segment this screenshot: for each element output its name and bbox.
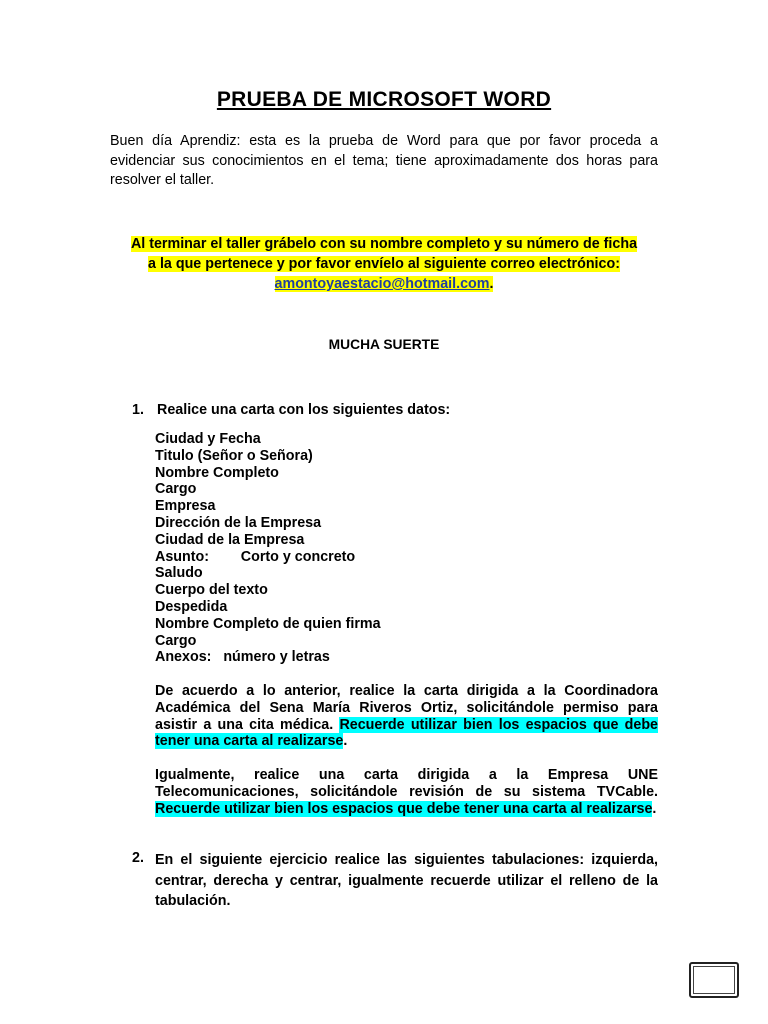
item-1-text: Realice una carta con los siguientes datos:	[157, 402, 451, 418]
email-suffix: .	[489, 276, 494, 292]
list-item: Ciudad de la Empresa	[155, 531, 305, 548]
letter-fields-list	[155, 431, 381, 666]
letter-1-instructions	[155, 683, 658, 750]
list-item: Titulo (Señor o Señora)	[155, 447, 313, 464]
good-luck-heading: MUCHA SUERTE	[328, 337, 440, 352]
letter-2-reminder: Recuerde utilizar bien los espacios que debe tener una carta al realizarse	[155, 800, 653, 817]
letter-1-reminder: Recuerde utilizar bien los espacios que debe tener una carta al realizarse	[155, 716, 659, 750]
letter-2-end: .	[652, 800, 657, 817]
list-item: Asunto: Corto y concreto	[155, 548, 356, 565]
page-title: PRUEBA DE MICROSOFT WORD	[216, 88, 552, 111]
list-item: Anexos: número y letras	[155, 649, 330, 666]
item-2-text: En el siguiente ejercicio realice las siguientes tabulaciones: izquierda, centrar, derecha y centrar, igualmente recuerde utilizar el relleno de la tabulación.	[155, 852, 658, 909]
list-item: Despedida	[155, 598, 228, 615]
list-item: Cargo	[155, 632, 197, 649]
notice-line-2: a la que pertenece y por favor envíelo al siguiente correo electrónico:	[148, 256, 620, 272]
letter-1-text: De acuerdo a lo anterior, realice la carta dirigida a la Coordinadora Académica del Sena María Riveros Ortiz, solicitándole permiso para asistir a una cita médica.	[155, 683, 658, 733]
email-link[interactable]: amontoyaestacio@hotmail.com	[274, 276, 490, 292]
list-item: Nombre Completo de quien firma	[155, 615, 381, 632]
letter-2-text: Igualmente, realice una carta dirigida a la Empresa UNE Telecomunicaciones, solicitándole revisión de su sistema TVCable.	[155, 767, 658, 800]
page-corner-frame	[689, 962, 739, 998]
notice-line-1: Al terminar el taller grábelo con su nombre completo y su número de ficha	[130, 236, 638, 252]
list-item: Dirección de la Empresa	[155, 514, 322, 531]
submission-notice	[0, 234, 768, 294]
letter-1-end: .	[343, 733, 348, 750]
item-1-number: 1.	[132, 402, 144, 418]
list-item: Ciudad y Fecha	[155, 431, 261, 447]
list-item: Cargo	[155, 481, 197, 498]
letter-2-instructions	[155, 767, 658, 817]
list-item: Saludo	[155, 565, 203, 582]
item-2-number: 2.	[132, 850, 144, 866]
list-item: Nombre Completo	[155, 464, 279, 481]
list-item: Cuerpo del texto	[155, 582, 268, 599]
list-item: Empresa	[155, 498, 216, 515]
intro-paragraph: Buen día Aprendiz: esta es la prueba de Word para que por favor proceda a evidenciar sus conocimientos en el tema; tiene aproximadamente dos horas para resolver el taller.	[110, 133, 658, 188]
